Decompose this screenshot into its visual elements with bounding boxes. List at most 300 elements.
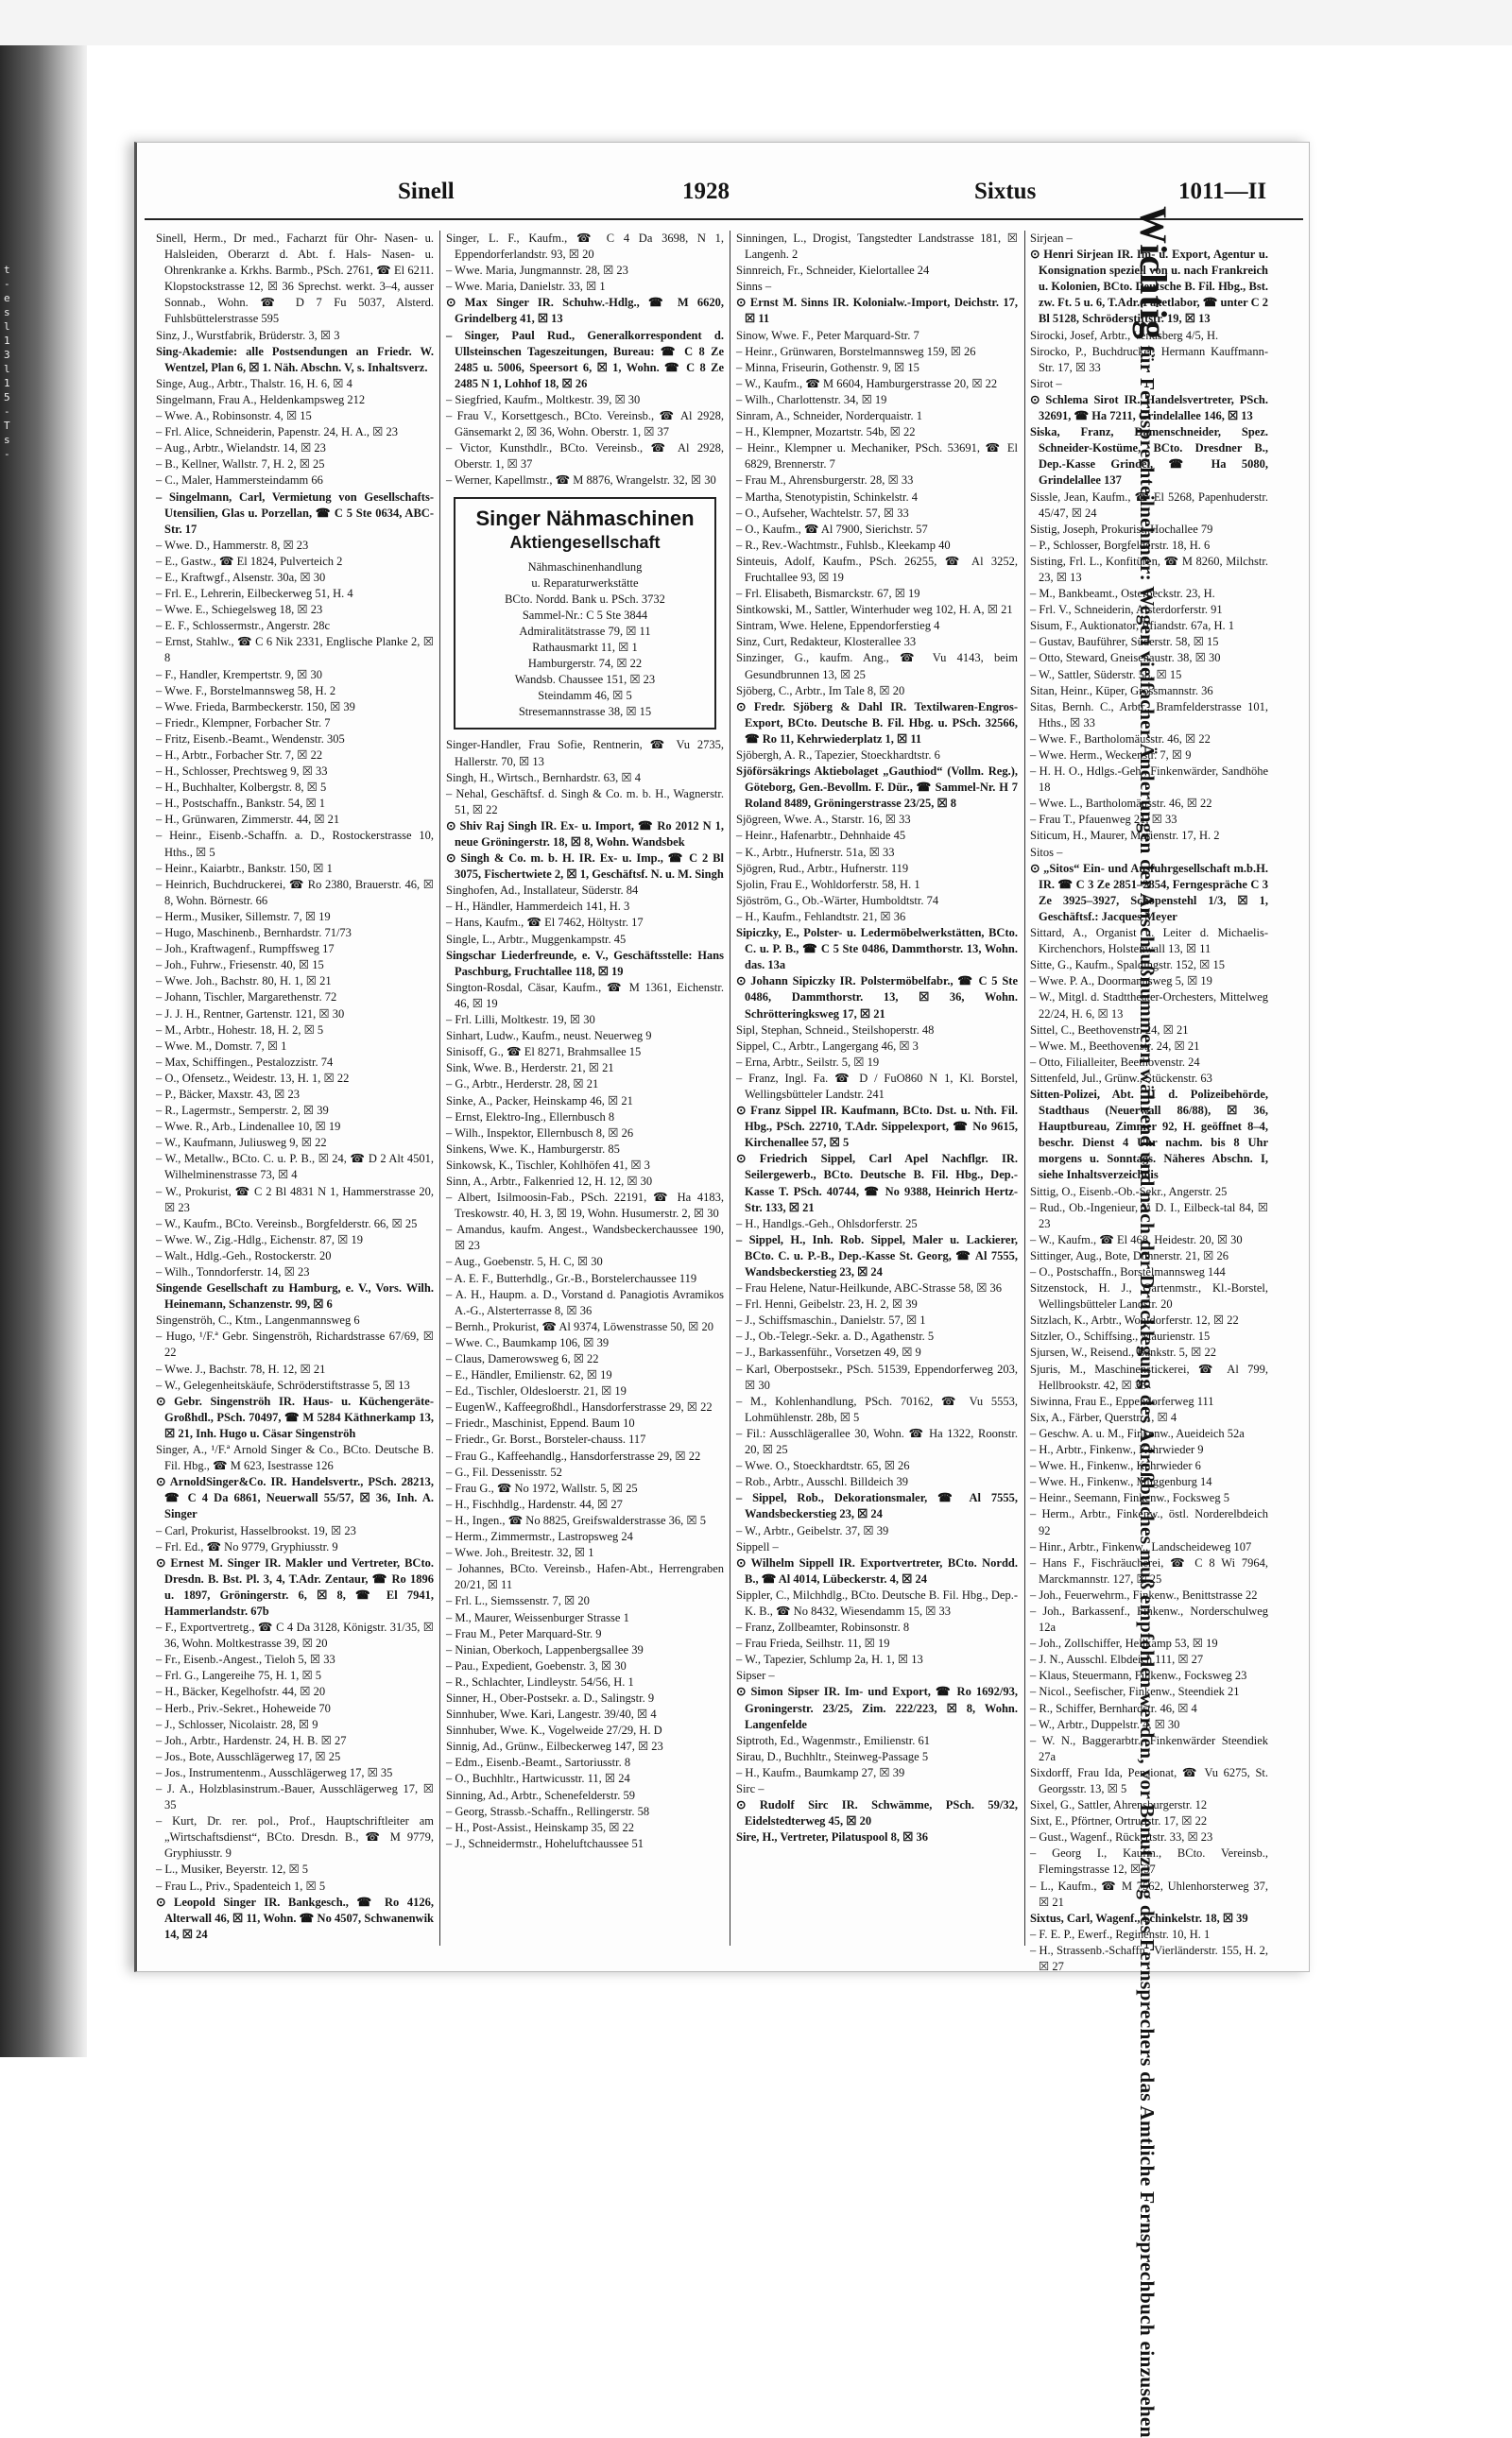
ad-line: Sammel-Nr.: C 5 Ste 3844: [522, 608, 648, 622]
directory-entry: – Wwe. F., Borstelmannsweg 58, H. 2: [156, 683, 336, 697]
directory-entry: – H., Schlosser, Prechtsweg 9, ☒ 33: [156, 764, 328, 779]
directory-entry: – Herm., Musiker, Sillemstr. 7, ☒ 19: [156, 909, 331, 923]
header-rule: [145, 218, 1303, 220]
directory-entry: Sitas, Bernh. C., Arbtr., Bramfelderstrasse 101, Hths., ☒ 33: [1030, 699, 1268, 730]
directory-entry: – Herm., Arbtr., Finkenw., östl. Norderelbdeich 92: [1030, 1507, 1268, 1537]
directory-entry: – Klaus, Steuermann, Finkenw., Focksweg 23: [1030, 1669, 1247, 1683]
directory-entry: – W., Prokurist, ☎ C 2 Bl 4831 N 1, Hammerstrasse 20, ☒ 23: [156, 1184, 434, 1214]
directory-entry: Sitzler, O., Schiffsing., Maurienstr. 15: [1030, 1330, 1211, 1344]
scan-top-margin: [0, 0, 1512, 45]
directory-entry: Sirot –: [1030, 376, 1062, 390]
directory-entry: Sitten-Polizei, Abt. II d. Polizeibehörde, Stadthaus (Neuerwall 86/88), ☒ 36, Hauptbureau, Zimmer 92, H. geöffnet 8–4, beschr. Dienst 4 Uhr nachm. bis 8 Uhr morgens u. Sonntags. Näheres Abschn. I, siehe Inhaltsverzeichnis: [1030, 1087, 1268, 1182]
directory-entry: – Joh., Zollschiffer, Hellkamp 53, ☒ 19: [1030, 1637, 1218, 1651]
directory-entry: – Hugo, Maschinenb., Bernhardstr. 71/73: [156, 926, 352, 940]
directory-entry: – Karl, Oberpostsekr., PSch. 51539, Eppendorferweg 203, ☒ 30: [736, 1362, 1018, 1392]
directory-entry: ⊙ Fredr. Sjöberg & Dahl IR. Textilwaren-Engros-Export, BCto. Deutsche B. Fil. Hbg. u. PSch. 32566, ☎ Ro 11, Kehrwiederplatz 1, ☒ 11: [736, 699, 1018, 746]
directory-entry: Sinnig, Ad., Grünw., Eilbeckerweg 147, ☒ 23: [446, 1740, 663, 1754]
directory-entry: ⊙ Ernst M. Sinns IR. Kolonialw.-Import, Deichstr. 17, ☒ 11: [736, 296, 1018, 326]
directory-entry: – Wwe. M., Domstr. 7, ☒ 1: [156, 1039, 287, 1053]
directory-entry: Sittig, O., Eisenb.-Ob.-Sekr., Angerstr. 25: [1030, 1184, 1228, 1198]
directory-entry: Siska, Franz, Damenschneider, Spez. Schneider-Kostüme, BCto. Dresdner B., Dep.-Kasse Grindel, ☎ Ha 5080, Grindelallee 137: [1030, 425, 1268, 488]
directory-entry: – Heinr., Eisenb.-Schaffn. a. D., Rostockerstrasse 10, Hths., ☒ 5: [156, 829, 434, 859]
directory-entry: – P., Schlosser, Borgfelderstr. 18, H. 6: [1030, 538, 1211, 552]
directory-entry: Sitan, Heinr., Küper, Grossmannstr. 36: [1030, 683, 1213, 697]
directory-entry: – Aug., Goebenstr. 5, H. C, ☒ 30: [446, 1255, 603, 1269]
gutter-mark: -: [4, 405, 10, 418]
directory-entry: – Singelmann, Carl, Vermietung von Gesellschafts-Utensilien, Glas u. Porzellan, ☎ C 5 Ste 0634, ABC-Str. 17: [156, 489, 434, 536]
directory-entry: ⊙ Rudolf Sirc IR. Schwämme, PSch. 59/32, Eidelstedterweg 45, ☒ 20: [736, 1798, 1018, 1828]
directory-entry: – Wilh., Inspektor, Ellernbusch 8, ☒ 26: [446, 1125, 634, 1140]
directory-entry: – Frl. L., Siemssenstr. 7, ☒ 20: [446, 1594, 590, 1608]
directory-entry: Singh, H., Wirtsch., Bernhardstr. 63, ☒ 4: [446, 770, 641, 784]
directory-entry: ⊙ Franz Sippel IR. Kaufmann, BCto. Dst. u. Nth. Fil. Hbg., PSch. 22710, T.Adr. Sippelexport, ☎ No 9615, Kirchenallee 57, ☒ 5: [736, 1104, 1018, 1150]
directory-entry: Sippell –: [736, 1539, 779, 1554]
directory-entry: – R., Rev.-Wachtmstr., Fuhlsb., Kleekamp 40: [736, 538, 951, 552]
directory-entry: – Heinr., Kaiarbtr., Bankstr. 150, ☒ 1: [156, 861, 333, 875]
side-notice-banner: [1132, 206, 1175, 2438]
directory-entry: Sinning, Ad., Arbtr., Schenefelderstr. 59: [446, 1788, 635, 1802]
directory-entry: ⊙ Gebr. Singenströh IR. Haus- u. Küchengeräte-Großhdl., PSch. 70497, ☎ M 5284 Käthnerkamp 13, ☒ 21, Inh. Hugo u. Cäsar Singenströh: [156, 1394, 434, 1440]
directory-entry: – Joh., Arbtr., Hardenstr. 24, H. B. ☒ 27: [156, 1733, 347, 1747]
directory-entry: – J. N., Ausschl. Elbdeich 111, ☒ 27: [1030, 1653, 1204, 1667]
directory-entry: – Frau Helene, Natur-Heilkunde, ABC-Strasse 58, ☒ 36: [736, 1281, 1003, 1296]
directory-entry: Sjögren, Rud., Arbtr., Hufnerstr. 119: [736, 861, 909, 875]
directory-entry: – Rud., Ob.-Ingenieur, V. D. I., Eilbeck-tal 84, ☒ 23: [1030, 1200, 1268, 1230]
directory-entry: Sinke, A., Packer, Heinskamp 46, ☒ 21: [446, 1093, 633, 1107]
directory-entry: Sixt, E., Pförtner, Ortrudstr. 17, ☒ 22: [1030, 1814, 1208, 1828]
gutter-mark: l: [4, 363, 10, 375]
directory-entry: – Frau L., Priv., Spadenteich 1, ☒ 5: [156, 1879, 326, 1893]
directory-entry: Sittinger, Aug., Bote, Döhnerstr. 21, ☒ 26: [1030, 1248, 1229, 1262]
directory-entry: Siwinna, Frau E., Eppendorferweg 111: [1030, 1394, 1214, 1408]
gutter-mark: 3: [4, 349, 10, 361]
directory-entry: – M., Arbtr., Hohestr. 18, H. 2, ☒ 5: [156, 1022, 324, 1037]
directory-entry: ⊙ Singh & Co. m. b. H. IR. Ex- u. Imp., ☎ C 2 Bl 3075, Fischertwiete 2, ☒ 1, Geschäftsf. N. u. M. Singh: [446, 851, 724, 882]
directory-entry: – EugenW., Kaffeegroßhdl., Hansdorferstrasse 29, ☒ 22: [446, 1400, 713, 1415]
ad-line: Rathausmarkt 11, ☒ 1: [532, 640, 638, 654]
directory-entry: – Ernst, Elektro-Ing., Ellernbusch 8: [446, 1109, 615, 1124]
directory-entry: – Frau T., Pfauenweg 21, ☒ 33: [1030, 813, 1177, 827]
directory-entry: – R., Schlachter, Lindleystr. 54/56, H. 1: [446, 1674, 634, 1689]
directory-entry: – Werner, Kapellmstr., ☎ M 8876, Wrangelstr. 32, ☒ 30: [446, 473, 716, 488]
ad-line: BCto. Nordd. Bank u. PSch. 3732: [505, 592, 665, 606]
directory-entry: – Frau G., Kaffeehandlg., Hansdorferstrasse 29, ☒ 22: [446, 1449, 701, 1463]
directory-entry: – Ninian, Oberkoch, Lappenbergsallee 39: [446, 1642, 644, 1657]
directory-entry: – E., Gastw., ☎ El 1824, Pulverteich 2: [156, 554, 343, 568]
directory-entry: – R., Lagermstr., Semperstr. 2, ☒ 39: [156, 1104, 329, 1118]
directory-entry: – H., Post-Assist., Heinskamp 35, ☒ 22: [446, 1820, 635, 1834]
gutter-mark: 5: [4, 391, 10, 403]
directory-entry: – H., Klempner, Mozartstr. 54b, ☒ 22: [736, 425, 916, 439]
directory-entry: Sjöbergh, A. R., Tapezier, Stoeckhardtstr. 6: [736, 748, 940, 762]
directory-entry: ⊙ Shiv Raj Singh IR. Ex- u. Import, ☎ Ro 2012 N 1, neue Gröningerstr. 18, ☒ 8, Wohn. Wandsbek: [446, 818, 724, 849]
column-divider: [1024, 231, 1025, 1946]
directory-entry: Sippel, C., Arbtr., Langergang 46, ☒ 3: [736, 1039, 919, 1053]
directory-entry: – Joh., Fuhrw., Friesenstr. 40, ☒ 15: [156, 958, 324, 972]
directory-entry: Sipser –: [736, 1669, 775, 1683]
directory-entry: Sippler, C., Milchhdlg., BCto. Deutsche B. Fil. Hbg., Dep.-K. B., ☎ No 8432, Wiesendamm 15, ☒ 33: [736, 1588, 1018, 1618]
directory-entry: – Hans, Kaufm., ☎ El 7462, Höltystr. 17: [446, 916, 644, 930]
directory-entry: – Wwe. F., Bartholomäusstr. 46, ☒ 22: [1030, 731, 1211, 746]
directory-entry: – W., Kaufm., ☎ M 6604, Hamburgerstrasse 20, ☒ 22: [736, 376, 998, 390]
directory-entry: – Victor, Kunsthdlr., BCto. Vereinsb., ☎ Al 2928, Oberstr. 1, ☒ 37: [446, 441, 724, 472]
gutter-mark: l: [4, 320, 10, 333]
directory-entry: Singe, Aug., Arbtr., Thalstr. 16, H. 6, ☒ 4: [156, 376, 352, 390]
directory-entry: – J. A., Holzblasinstrum.-Bauer, Ausschlägerweg 17, ☒ 35: [156, 1782, 434, 1812]
directory-entry: – Wwe. Joh., Bachstr. 80, H. 1, ☒ 21: [156, 974, 332, 988]
directory-entry: Sintkowski, M., Sattler, Winterhuder weg 102, H. A, ☒ 21: [736, 603, 1013, 617]
directory-entry: – Frau M., Ahrensburgerstr. 28, ☒ 33: [736, 473, 914, 488]
directory-entry: – H., Grünwaren, Zimmerstr. 44, ☒ 21: [156, 813, 340, 827]
directory-entry: – F., Handler, Krempertstr. 9, ☒ 30: [156, 667, 322, 681]
directory-entry: – W., Kaufm., BCto. Vereinsb., Borgfelderstr. 66, ☒ 25: [156, 1216, 418, 1230]
directory-entry: – O., Postschaffn., Borstelmannsweg 144: [1030, 1265, 1226, 1279]
directory-entry: ⊙ Schlema Sirot IR. Handelsvertreter, PSch. 32691, ☎ Ha 7211, Grindelallee 146, ☒ 13: [1030, 392, 1268, 423]
directory-entry: – Wwe. J., Bachstr. 78, H. 12, ☒ 21: [156, 1362, 326, 1376]
directory-entry: – Wilh., Charlottenstr. 34, ☒ 19: [736, 392, 887, 406]
directory-entry: Sisting, Frl. L., Konfitüren, ☎ M 8260, Milchstr. 23, ☒ 13: [1030, 554, 1268, 584]
directory-entry: Sirocki, Josef, Arbtr., Venusberg 4/5, H.: [1030, 328, 1219, 342]
directory-entry: Sjolin, Frau E., Wohldorferstr. 58, H. 1: [736, 877, 920, 891]
directory-entry: Sinner, H., Ober-Postsekr. a. D., Salingstr. 9: [446, 1691, 655, 1705]
directory-entry: – Frl. Elisabeth, Bismarckstr. 67, ☒ 19: [736, 587, 920, 601]
directory-entry: – Ed., Tischler, Oldesloerstr. 21, ☒ 19: [446, 1384, 627, 1399]
directory-entry: – Ernst, Stahlw., ☎ C 6 Nik 2331, Englische Planke 2, ☒ 8: [156, 635, 434, 665]
directory-entry: Sitte, G., Kaufm., Spaldingstr. 152, ☒ 15: [1030, 958, 1225, 972]
directory-entry: – E. F., Schlossermstr., Angerstr. 28c: [156, 619, 331, 633]
directory-entry: – Geschw. A. u. M., Finkenw., Aueideich 52a: [1030, 1426, 1245, 1440]
directory-entry: – W., Tapezier, Schlump 2a, H. 1, ☒ 13: [736, 1653, 923, 1667]
directory-entry: – Wwe. L., Bartholomäusstr. 46, ☒ 22: [1030, 797, 1212, 811]
directory-entry: Sistig, Joseph, Prokurist, Hochallee 79: [1030, 522, 1213, 536]
directory-entry: – Sippel, H., Inh. Rob. Sippel, Maler u. Lackierer, BCto. C. u. P.-B., Dep.-Kasse St. Georg, ☎ Al 7555, Wandsbeckerstieg 23, ☒ 24: [736, 1232, 1018, 1279]
directory-entry: – O., Aufseher, Wachtelstr. 57, ☒ 33: [736, 506, 909, 520]
directory-entry: – Wwe. H., Finkenw., Kehrwieder 6: [1030, 1459, 1201, 1473]
directory-entry: ⊙ Henri Sirjean IR. Im- u. Export, Agentur u. Konsignation speziell von u. nach Frankreich u. Kolonien, BCto. Deutsche B. Fil. Hbg., Bst. zw. Ft. 5 u. 6, T.Adr. Paxetlabor, ☎ unter C 2 Bl 5128, Schröderstiftstr. 19, ☒ 13: [1030, 248, 1268, 326]
directory-entry: – Wwe. D., Hammerstr. 8, ☒ 23: [156, 538, 309, 552]
directory-entry: – Otto, Filialleiter, Beethovenstr. 24: [1030, 1055, 1200, 1069]
directory-entry: – W., Sattler, Süderstr. 58, ☒ 15: [1030, 667, 1182, 681]
directory-entry: – Frl. E., Lehrerin, Eilbeckerweg 51, H. 4: [156, 587, 353, 601]
directory-entry: – O., Buchhltr., Hartwicusstr. 11, ☒ 24: [446, 1772, 630, 1786]
directory-entry: – Frl. Alice, Schneiderin, Papenstr. 24, H. A., ☒ 23: [156, 425, 398, 439]
directory-entry: – Hinr., Arbtr., Finkenw., Landscheideweg 107: [1030, 1539, 1252, 1554]
directory-entry: Sixdorff, Frau Ida, Pensionat, ☎ Vu 6275, St. Georgsstr. 13, ☒ 5: [1030, 1765, 1268, 1795]
directory-entry: Singschar Liederfreunde, e. V., Geschäftsstelle: Hans Paschburg, Fruchtallee 118, ☒ 19: [446, 948, 724, 978]
directory-entry: – H., Arbtr., Forbacher Str. 7, ☒ 22: [156, 748, 323, 762]
directory-entry: – Heinr., Grünwaren, Borstelmannsweg 159, ☒ 26: [736, 344, 976, 358]
directory-entry: – J., Barkassenführ., Vorsetzen 49, ☒ 9: [736, 1346, 921, 1360]
directory-entry: – Wilh., Tonndorferstr. 14, ☒ 23: [156, 1265, 310, 1279]
directory-entry: – Heinrich, Buchdruckerei, ☎ Ro 2380, Brauerstr. 46, ☒ 8, Wohn. Börnestr. 66: [156, 877, 434, 907]
directory-entry: – Frl. Lilli, Moltkestr. 19, ☒ 30: [446, 1013, 595, 1027]
directory-entry: – Sippel, Rob., Dekorationsmaler, ☎ Al 7555, Wandsbeckerstieg 23, ☒ 24: [736, 1491, 1018, 1521]
directory-entry: – Hans F., Fischräucherei, ☎ C 8 Wi 7964, Marckmannstr. 127, ☒ 25: [1030, 1555, 1268, 1586]
directory-entry: – H., Kaufm., Fehlandtstr. 21, ☒ 36: [736, 909, 906, 923]
directory-entry: – Carl, Prokurist, Hasselbrookst. 19, ☒ 23: [156, 1523, 356, 1537]
directory-entry: – H., Postschaffn., Bankstr. 54, ☒ 1: [156, 797, 326, 811]
ad-line: Stresemannstrasse 38, ☒ 15: [518, 705, 652, 719]
directory-entry: – J., Schlosser, Nicolaistr. 28, ☒ 9: [156, 1717, 318, 1731]
directory-entry: Sixel, G., Sattler, Ahrensburgerstr. 12: [1030, 1798, 1208, 1812]
directory-entry: Singer-Handler, Frau Sofie, Rentnerin, ☎ Vu 2735, Hallerstr. 70, ☒ 13: [446, 738, 724, 768]
singer-advertisement: [454, 497, 716, 730]
ad-lines: [465, 559, 705, 721]
directory-entry: – C., Maler, Hammersteindamm 66: [156, 473, 323, 488]
directory-entry: ⊙ Simon Sipser IR. Im- und Export, ☎ Ro 1692/93, Groningerstr. 23/25, Zim. 222/223, ☒ 8, Wohn. Langenfelde: [736, 1685, 1018, 1731]
directory-entry: – Johann, Tischler, Margarethenstr. 72: [156, 990, 337, 1004]
directory-entry: – W., Gelegenheitskäufe, Schröderstiftstrasse 5, ☒ 13: [156, 1378, 410, 1392]
directory-entry: Singende Gesellschaft zu Hamburg, e. V., Vors. Wilh. Heinemann, Schanzenstr. 99, ☒ 6: [156, 1281, 434, 1312]
directory-entry: Sinkens, Wwe. K., Hamburgerstr. 85: [446, 1142, 620, 1156]
directory-entry: – J., Schneidermstr., Hoheluftchaussee 51: [446, 1836, 644, 1850]
directory-entry: – H., Strassenb.-Schaffn., Vierländerstr. 155, H. 2, ☒ 27: [1030, 1943, 1268, 1974]
ad-title: Singer Nähmaschinen: [475, 506, 695, 530]
directory-entry: – Rob., Arbtr., Ausschl. Billdeich 39: [736, 1475, 908, 1489]
directory-entry: – H., Händler, Hammerdeich 141, H. 3: [446, 900, 630, 914]
directory-entry: – Wwe. R., Arb., Lindenallee 10, ☒ 19: [156, 1120, 341, 1134]
column-2-top: [446, 231, 724, 489]
directory-entry: – M., Maurer, Weissenburger Strasse 1: [446, 1610, 629, 1624]
directory-entry: – R., Schiffer, Bernhardstr. 46, ☒ 4: [1030, 1701, 1197, 1715]
directory-entry: ⊙ Ernest M. Singer IR. Makler und Vertreter, BCto. Dresdn. B. Bst. Pl. 3, 4, T.Adr. Zentaur, ☎ Ro 1896 u. 1897, Gröningerstr. 6, ☒ 8, ☎ El 7941, Hammerlandstr. 67b: [156, 1555, 434, 1618]
directory-entry: – G., Fil. Dessenisstr. 52: [446, 1465, 562, 1479]
gutter-mark: s: [4, 306, 10, 318]
directory-entry: – Wwe. M., Beethovenstr. 24, ☒ 21: [1030, 1039, 1200, 1053]
directory-entry: – G., Arbtr., Herderstr. 28, ☒ 21: [446, 1077, 599, 1091]
directory-entry: – Herb., Priv.-Sekret., Hoheweide 70: [156, 1701, 331, 1715]
directory-entry: – Wwe. P. A., Doormannsweg 5, ☒ 19: [1030, 974, 1212, 988]
directory-entry: – L., Musiker, Beyerstr. 12, ☒ 5: [156, 1863, 309, 1877]
directory-entry: – Edm., Eisenb.-Beamt., Sartoriusstr. 8: [446, 1756, 631, 1770]
directory-entry: – Otto, Steward, Gneisenaustr. 38, ☒ 30: [1030, 651, 1221, 665]
directory-entry: – F. E. P., Ewerf., Reginenstr. 10, H. 1: [1030, 1927, 1211, 1941]
column-1: [156, 231, 434, 1960]
directory-entry: – A. E. F., Butterhdlg., Gr.-B., Borstelerchaussee 119: [446, 1271, 697, 1285]
directory-entry: – Frl. V., Schneiderin, Alsterdorferstr. 91: [1030, 603, 1223, 617]
gutter-mark: t: [4, 264, 10, 276]
directory-entry: Sinz, Curt, Redakteur, Klosterallee 33: [736, 635, 917, 649]
directory-entry: – W., Arbtr., Geibelstr. 37, ☒ 39: [736, 1523, 889, 1537]
directory-entry: – M., Kohlenhandlung, PSch. 70162, ☎ Vu 5553, Lohmühlenstr. 28b, ☒ 5: [736, 1394, 1018, 1424]
directory-entry: Sirjean –: [1030, 232, 1073, 245]
directory-entry: – Wwe. A., Robinsonstr. 4, ☒ 15: [156, 409, 312, 423]
directory-entry: – Joh., Kraftwagenf., Rumpffsweg 17: [156, 942, 335, 956]
directory-entry: Siticum, H., Maurer, Marienstr. 17, H. 2: [1030, 829, 1220, 843]
directory-entry: Singer, L. F., Kaufm., ☎ C 4 Da 3698, N 1, Eppendorferlandstr. 93, ☒ 20: [446, 232, 724, 262]
directory-entry: ⊙ Wilhelm Sippell IR. Exportvertreter, BCto. Nordd. B., ☎ Al 4014, Lübeckerstr. 4, ☒ 24: [736, 1555, 1018, 1586]
directory-entry: – Jos., Bote, Ausschlägerweg 17, ☒ 25: [156, 1749, 341, 1763]
ad-line: u. Reparaturwerkstätte: [531, 575, 639, 590]
directory-entry: – W., Arbtr., Duppelstr. 4, ☒ 30: [1030, 1717, 1180, 1731]
directory-entry: Sipiczky, E., Polster- u. Ledermöbelwerkstätten, BCto. C. u. P. B., ☎ C 5 Ste 0486, Dammthorstr. 13, Wohn. das. 13a: [736, 926, 1018, 972]
ad-line: Wandsb. Chaussee 151, ☒ 23: [514, 673, 656, 687]
directory-entry: Sirc –: [736, 1782, 765, 1795]
directory-entry: Sinn, A., Arbtr., Falkenried 12, H. 12, ☒ 30: [446, 1174, 653, 1188]
directory-entry: – Johannes, BCto. Vereinsb., Hafen-Abt., Herrengraben 20/21, ☒ 11: [446, 1562, 724, 1592]
directory-entry: Sinz, J., Wurstfabrik, Brüderstr. 3, ☒ 3: [156, 328, 340, 342]
ad-subtitle: Aktiengesellschaft: [509, 532, 661, 552]
directory-entry: – H. H. O., Hdlgs.-Geh., Finkenwärder, Sandhöhe 18: [1030, 764, 1268, 795]
directory-entry: Singer, A., ¹/F.ª Arnold Singer & Co., BCto. Deutsche B. Fil. Hbg., ☎ M 623, Isestrasse 126: [156, 1443, 434, 1473]
directory-entry: – Frau V., Korsettgesch., BCto. Vereinsb., ☎ Al 2928, Gänsemarkt 2, ☒ 36, Wohn. Oberstr. 1, ☒ 37: [446, 409, 724, 439]
directory-entry: Sinisoff, G., ☎ El 8271, Brahmsallee 15: [446, 1045, 642, 1059]
directory-entry: ⊙ Max Singer IR. Schuhw.-Hdlg., ☎ M 6620, Grindelberg 41, ☒ 13: [446, 296, 724, 326]
directory-entry: – J., Schiffsmaschin., Danielstr. 57, ☒ 1: [736, 1313, 926, 1328]
directory-entry: Sink, Wwe. B., Herderstr. 21, ☒ 21: [446, 1061, 614, 1075]
directory-entry: Sinell, Herm., Dr med., Facharzt für Ohr- Nasen- u. Halsleiden, Oberarzt d. Abt. f. Hals- Nasen- u. Ohrenkranke a. Krkhs. Barmb., PSch. 2761, ☎ El 6211. Klopstockstrasse 12, ☒ 36 Sprechst. werkt. 3–4, ausser Sonnab., Wohn. ☎ D 7 Fu 5037, Alsterd. Fuhlsbüttelerstrasse 595: [156, 232, 434, 326]
directory-entry: – W. N., Baggerarbtr., Finkenwärder Steendiek 27a: [1030, 1733, 1268, 1763]
directory-entry: – H., Kaufm., Baumkamp 27, ☒ 39: [736, 1765, 905, 1779]
ad-line: Nähmaschinenhandlung: [527, 559, 643, 574]
directory-entry: – Nicol., Seefischer, Finkenw., Steendiek 21: [1030, 1685, 1240, 1699]
directory-entry: – Jos., Instrumentenm., Ausschlägerweg 17, ☒ 35: [156, 1765, 393, 1779]
directory-entry: Sjöström, G., Ob.-Wärter, Humboldtstr. 74: [736, 893, 939, 907]
directory-entry: – Hugo, ¹/F.ª Gebr. Singenströh, Richardstrasse 67/69, ☒ 22: [156, 1330, 434, 1360]
directory-entry: – Georg, Strassb.-Schaffn., Rellingerstr. 58: [446, 1804, 650, 1818]
directory-entry: – H., Arbtr., Finkenw., Kehrwieder 9: [1030, 1443, 1204, 1457]
directory-entry: – Herm., Zimmermstr., Lastropsweg 24: [446, 1530, 633, 1544]
directory-entry: – H., Handlgs.-Geh., Ohlsdorferstr. 25: [736, 1216, 918, 1230]
directory-entry: – Fr., Eisenb.-Angest., Tieloh 5, ☒ 33: [156, 1653, 335, 1667]
directory-entry: – H., Buchhalter, Kolbergstr. 8, ☒ 5: [156, 781, 327, 795]
directory-entry: ⊙ „Sitos“ Ein- und Ausfuhrgesellschaft m.b.H. IR. ☎ C 3 Ze 2851–2854, Ferngespräche C 3 Ze 3925–3927, Schopenstehl 1/3, ☒ 1, Geschäftsf.: Jacques Meyer: [1030, 861, 1268, 923]
directory-entry: Singenströh, C., Ktm., Langenmannsweg 6: [156, 1313, 360, 1328]
gutter-marks: [4, 263, 17, 461]
directory-entry: – Frl. Henni, Geibelstr. 23, H. 2, ☒ 39: [736, 1297, 918, 1312]
directory-entry: – Minna, Friseurin, Gothenstr. 9, ☒ 15: [736, 360, 919, 374]
directory-entry: Sintram, Wwe. Helene, Eppendorferstieg 4: [736, 619, 940, 633]
ad-line: Steindamm 46, ☒ 5: [538, 689, 632, 703]
directory-entry: – Walt., Hdlg.-Geh., Rostockerstr. 20: [156, 1248, 332, 1262]
directory-entry: – Aug., Arbtr., Wielandstr. 14, ☒ 23: [156, 441, 326, 455]
directory-entry: – O., Kaufm., ☎ Al 7900, Sierichstr. 57: [736, 522, 928, 536]
directory-entry: Sirau, D., Buchhltr., Steinweg-Passage 5: [736, 1749, 929, 1763]
directory-entry: – Friedr., Gr. Borst., Borsteler-chauss. 117: [446, 1433, 646, 1447]
directory-entry: – Wwe. H., Finkenw., Muggenburg 14: [1030, 1475, 1212, 1489]
directory-entry: – Siegfried, Kaufm., Moltkestr. 39, ☒ 30: [446, 392, 641, 406]
directory-entry: – Wwe. C., Baumkamp 106, ☒ 39: [446, 1335, 610, 1349]
directory-entry: – Erna, Arbtr., Seilstr. 5, ☒ 19: [736, 1055, 880, 1069]
directory-entry: – E., Kraftwgf., Alsenstr. 30a, ☒ 30: [156, 570, 326, 584]
gutter-mark: 1: [4, 335, 10, 347]
directory-entry: Sinkowsk, K., Tischler, Kohlhöfen 41, ☒ 3: [446, 1158, 650, 1172]
directory-entry: – Heinr., Seemann, Finkenw., Focksweg 5: [1030, 1491, 1229, 1505]
directory-entry: – W., Kaufm., ☎ El 468, Heidestr. 20, ☒ 30: [1030, 1232, 1243, 1246]
directory-entry: Sitzenstock, H. J., Gartenmstr., Kl.-Borstel, Wellingsbütteler Landstr. 20: [1030, 1281, 1268, 1312]
directory-entry: – Frau Frieda, Seilhstr. 11, ☒ 19: [736, 1637, 890, 1651]
directory-entry: Sing-Akademie: alle Postsendungen an Friedr. W. Wentzel, Plan 6, ☒ 1. Näh. Abschn. V, s. Inhaltsverz.: [156, 344, 434, 374]
directory-entry: Sittard, A., Organist u. Leiter d. Michaelis-Kirchenchors, Holstenwall 13, ☒ 11: [1030, 926, 1268, 956]
directory-entry: Sinnhuber, Wwe. K., Vogelweide 27/29, H. D: [446, 1724, 662, 1738]
directory-entry: – O., Ofensetz., Weidestr. 13, H. 1, ☒ 22: [156, 1071, 350, 1085]
directory-entry: – Wwe. O., Stoeckhardtstr. 65, ☒ 26: [736, 1459, 910, 1473]
directory-entry: Single, L., Arbtr., Muggenkampstr. 45: [446, 932, 627, 946]
directory-entry: – Heinr., Hafenarbtr., Dehnhaide 45: [736, 829, 906, 843]
directory-entry: Sissle, Jean, Kaufm., ☎ El 5268, Papenhuderstr. 45/47, ☒ 24: [1030, 489, 1268, 520]
directory-entry: – E., Händler, Emilienstr. 62, ☒ 19: [446, 1368, 612, 1382]
directory-entry: – W., Kaufmann, Juliusweg 9, ☒ 22: [156, 1136, 327, 1150]
gutter-mark: -: [4, 278, 10, 290]
directory-entry: – Joh., Feuerwehrm., Finkenw., Benittstrasse 22: [1030, 1588, 1258, 1602]
directory-entry: ⊙ ArnoldSinger&Co. IR. Handelsvertr., PSch. 28213, ☎ C 4 Da 6861, Neuerwall 55/57, ☒ 36, Inh. A. Singer: [156, 1475, 434, 1521]
directory-entry: Six, A., Färber, Querstr. 1, ☒ 4: [1030, 1410, 1177, 1424]
directory-entry: – Fil.: Ausschlägerallee 30, Wohn. ☎ Ha 1322, Roonstr. 20, ☒ 25: [736, 1426, 1018, 1457]
directory-entry: Sinnreich, Fr., Schneider, Kielortallee 24: [736, 264, 930, 278]
directory-entry: – Claus, Damerowsweg 6, ☒ 22: [446, 1352, 599, 1365]
directory-entry: – Nehal, Geschäftsf. d. Singh & Co. m. b. H., Wagnerstr. 51, ☒ 22: [446, 786, 724, 816]
directory-entry: – Wwe. Maria, Jungmannstr. 28, ☒ 23: [446, 264, 628, 278]
directory-entry: – Singer, Paul Rud., Generalkorrespondent d. Ullsteinschen Tageszeitungen, Bureau: ☎ C 8 Ze 2485 u. 5006, Speersort 6, ☒ 1, Wohn. ☎ C 8 Ze 2485 N 1, Lohhof 18, ☒ 26: [446, 328, 724, 390]
directory-entry: – H., Ingen., ☎ No 8825, Greifswalderstrasse 36, ☒ 5: [446, 1513, 706, 1527]
directory-entry: – Gust., Wagenf., Rückertstr. 33, ☒ 23: [1030, 1830, 1213, 1845]
directory-entry: Sittel, C., Beethovenstr. 24, ☒ 21: [1030, 1022, 1189, 1037]
directory-entry: – J., Ob.-Telegr.-Sekr. a. D., Agathenstr. 5: [736, 1330, 935, 1344]
directory-entry: – Martha, Stenotypistin, Schinkelstr. 4: [736, 489, 919, 504]
directory-entry: Sinram, A., Schneider, Norderquaistr. 1: [736, 409, 923, 423]
directory-entry: – Frau M., Peter Marquard-Str. 9: [446, 1626, 602, 1640]
side-notice-headline: Wichtig: [1132, 206, 1175, 340]
directory-entry: Sinhart, Ludw., Kaufm., neust. Neuerweg 9: [446, 1029, 652, 1043]
header-page-number: 1011—II: [1178, 179, 1267, 204]
directory-entry: Sinnhuber, Wwe. Kari, Langestr. 39/40, ☒ 4: [446, 1708, 657, 1722]
directory-entry: – K., Arbtr., Hufnerstr. 51a, ☒ 33: [736, 845, 895, 859]
directory-entry: – Frl. Ed., ☎ No 9779, Gryphiusstr. 9: [156, 1539, 338, 1554]
directory-entry: – J. J. H., Rentner, Gartenstr. 121, ☒ 30: [156, 1006, 345, 1021]
directory-entry: – Bernh., Prokurist, ☎ Al 9374, Löwenstrasse 50, ☒ 20: [446, 1319, 714, 1333]
side-notice-text: für Fernsprechteilnehmer: Wegen vielfacher Änderungen der Anschlußnummern während und nach der Drucklegung des Adreßbuches muß empfohlen werden, vor Benutzung des Fernsprechers das Amtliche Fernsprechbuch einzusehen: [1136, 345, 1159, 2438]
directory-entry: – H., Fischhdlg., Hardenstr. 44, ☒ 27: [446, 1497, 623, 1511]
gutter-mark: T: [4, 420, 10, 432]
directory-entry: – Franz, Zollbeamter, Robinsonstr. 8: [736, 1621, 910, 1635]
directory-entry: Sjöförsäkrings Aktiebolaget „Gauthiod“ (Vollm. Reg.), Göteborg, Gen.-Bevollm. F. Dür., ☎ Sammel-Nr. H 7 Roland 8489, Gröningerstrasse 23/25, ☒ 8: [736, 764, 1018, 811]
directory-entry: Sjuris, M., Maschinenstickerei, ☎ Al 799, Hellbrookstr. 42, ☒ 33: [1030, 1362, 1268, 1392]
scan-gutter: [0, 45, 87, 2057]
directory-entry: – Wwe. W., Zig.-Hdlg., Eichenstr. 87, ☒ 19: [156, 1232, 363, 1246]
ad-line: Hamburgerstr. 74, ☒ 22: [527, 657, 643, 671]
directory-entry: – Wwe. Herm., Weckenstr. 7, ☒ 9: [1030, 748, 1192, 762]
directory-entry: Sipl, Stephan, Schneid., Steilshoperstr. 48: [736, 1022, 935, 1037]
directory-entry: Sittenfeld, Jul., Grünw., Stückenstr. 63: [1030, 1071, 1212, 1085]
directory-entry: Sinow, Wwe. F., Peter Marquard-Str. 7: [736, 328, 919, 342]
directory-entry: Sjursen, W., Reisend., Bankstr. 5, ☒ 22: [1030, 1346, 1216, 1360]
directory-entry: ⊙ Johann Sipiczky IR. Polstermöbelfabr., ☎ C 5 Ste 0486, Dammthorstr. 13, ☒ 36, Wohn. Schrötteringksweg 17, ☒ 21: [736, 974, 1018, 1021]
directory-entry: ⊙ Leopold Singer IR. Bankgesch., ☎ Ro 4126, Alterwall 46, ☒ 11, Wohn. ☎ No 4507, Schwanenwik 14, ☒ 24: [156, 1895, 434, 1941]
directory-entry: – Wwe. Maria, Danielstr. 33, ☒ 1: [446, 280, 606, 294]
directory-entry: Sitos –: [1030, 845, 1063, 859]
directory-entry: Sinzinger, G., kaufm. Ang., ☎ Vu 4143, beim Gesundbrunnen 13, ☒ 25: [736, 651, 1018, 681]
gutter-mark: 1: [4, 377, 10, 389]
column-3: [736, 231, 1018, 1960]
directory-entry: – Georg I., Kaufm., BCto. Vereinsb., Flemingstrasse 12, ☒ 37: [1030, 1846, 1268, 1877]
directory-entry: Sington-Rosdal, Cäsar, Kaufm., ☎ M 1361, Eichenstr. 46, ☒ 19: [446, 980, 724, 1010]
directory-entry: – Frau G., ☎ No 1972, Wallstr. 5, ☒ 25: [446, 1481, 638, 1495]
directory-entry: – Franz, Ingl. Fa. ☎ D / FuO860 N 1, Kl. Borstel, Wellingsbütteler Landstr. 241: [736, 1071, 1018, 1101]
directory-entry: Sjöberg, C., Arbtr., Im Tale 8, ☒ 20: [736, 683, 905, 697]
directory-entry: – Joh., Barkassenf., Finkenw., Norderschulweg 12a: [1030, 1604, 1268, 1635]
directory-entry: Sire, H., Vertreter, Pilatuspool 8, ☒ 36: [736, 1830, 928, 1845]
directory-entry: Sinningen, L., Drogist, Tangstedter Landstrasse 181, ☒ Langenh. 2: [736, 232, 1018, 262]
directory-entry: – Wwe. Frieda, Barmbeckerstr. 150, ☒ 39: [156, 699, 355, 713]
directory-entry: Sinns –: [736, 280, 772, 294]
directory-entry: Sjögreen, Wwe. A., Starstr. 16, ☒ 33: [736, 813, 911, 827]
directory-entry: Sixtus, Carl, Wagenf., Schinkelstr. 18, ☒ 39: [1030, 1911, 1248, 1925]
directory-entry: Sirocko, P., Buchdrucker, Hermann Kauffmann-Str. 17, ☒ 33: [1030, 344, 1268, 374]
directory-entry: Sitzlach, K., Arbtr., Wohldorferstr. 12, ☒ 22: [1030, 1313, 1239, 1328]
directory-entry: Singelmann, Frau A., Heldenkampsweg 212: [156, 392, 366, 406]
directory-entry: – Kurt, Dr. rer. pol., Prof., Hauptschriftleiter am „Wirtschaftsdienst“, BCto. Dresdn. B., ☎ M 9779, Gryphiusstr. 9: [156, 1814, 434, 1861]
directory-entry: – Heinr., Klempner u. Mechaniker, PSch. 53691, ☎ El 6829, Brennerstr. 7: [736, 441, 1018, 472]
